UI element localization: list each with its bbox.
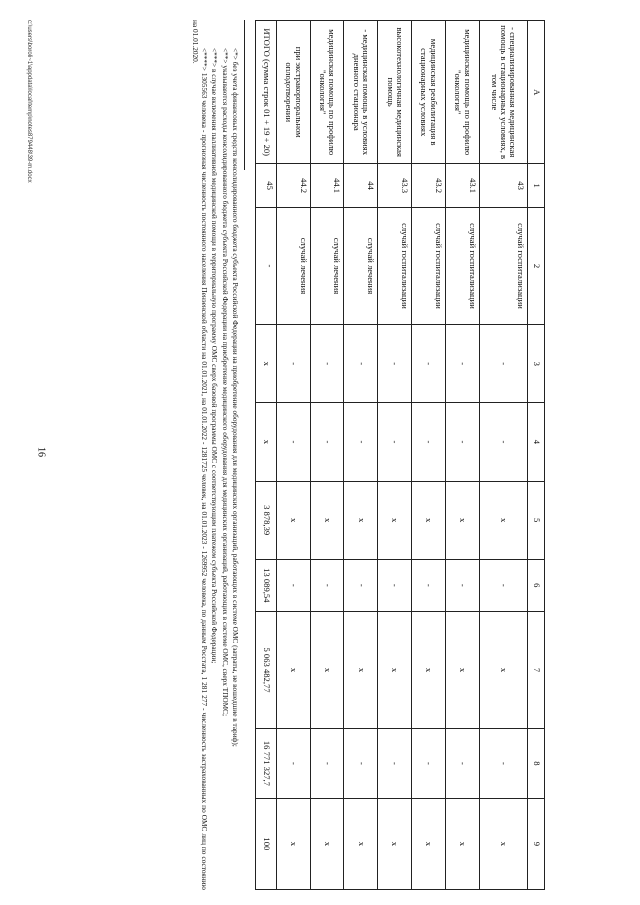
- table-cell: -: [479, 403, 527, 481]
- footnote: <****> 1305563 человека - прогнозная численность постоянного населения Пензенской области на 01.01.2021, на 01.01.2022 - 1281725 человек, на 01.01.2023 - 1269952 человека, по данным Росстата, 1 281 277 - численность застрахованных по ОМС лиц по состоянию на 01.01.2020.: [190, 20, 210, 890]
- table-cell: 5 063 482,77: [256, 611, 277, 728]
- table-cell: 43: [479, 164, 527, 207]
- table-cell: х: [412, 798, 446, 889]
- table-cell: -: [445, 559, 479, 611]
- table-cell: 44.2: [276, 164, 310, 207]
- footnotes: [189, 20, 245, 890]
- table-cell: -: [479, 729, 527, 799]
- row-label-cell: высокотехнологичная медицинская помощь: [378, 21, 412, 164]
- table-cell: 16 771 327,7: [256, 729, 277, 799]
- table-cell: -: [344, 559, 378, 611]
- table-cell: х: [344, 481, 378, 559]
- table-cell: -: [412, 325, 446, 403]
- table-cell: -: [276, 729, 310, 799]
- table-cell: х: [276, 798, 310, 889]
- table-cell: х: [445, 481, 479, 559]
- table-cell: -: [412, 729, 446, 799]
- table-cell: х: [479, 611, 527, 728]
- table-cell: -: [479, 559, 527, 611]
- row-label-cell: - медицинская помощь в условиях дневного стационара: [344, 21, 378, 164]
- table-cell: -: [344, 729, 378, 799]
- header-cell: 1: [528, 164, 545, 207]
- header-cell: 9: [528, 798, 545, 889]
- table-cell: случай госпитализации: [479, 207, 527, 324]
- table-cell: -: [276, 403, 310, 481]
- table-row: [378, 21, 412, 890]
- table-cell: -: [479, 325, 527, 403]
- table-cell: 43.2: [412, 164, 446, 207]
- table-cell: -: [412, 403, 446, 481]
- table-row: [479, 21, 527, 890]
- table-cell: х: [276, 481, 310, 559]
- table-row: [276, 21, 310, 890]
- header-cell: 3: [528, 325, 545, 403]
- row-label-cell: при экстракорпоральном оплодотворении: [276, 21, 310, 164]
- table-cell: -: [310, 559, 344, 611]
- header-cell: А: [528, 21, 545, 164]
- header-cell: 5: [528, 481, 545, 559]
- row-label-cell: медицинская помощь по профилю "онкология": [310, 21, 344, 164]
- row-label-cell: медицинская реабилитация в стационарных условиях: [412, 21, 446, 164]
- table-cell: х: [344, 611, 378, 728]
- table-cell: х: [256, 403, 277, 481]
- table-cell: -: [378, 403, 412, 481]
- table-cell: 45: [256, 164, 277, 207]
- table-cell: -: [445, 403, 479, 481]
- table-cell: -: [445, 729, 479, 799]
- table-cell: -: [276, 559, 310, 611]
- table-cell: х: [479, 798, 527, 889]
- table-cell: случай лечения: [276, 207, 310, 324]
- table-cell: случай госпитализации: [412, 207, 446, 324]
- table-cell: х: [344, 798, 378, 889]
- header-cell: 2: [528, 207, 545, 324]
- table-cell: 3 878,39: [256, 481, 277, 559]
- table-cell: -: [378, 325, 412, 403]
- table-cell: -: [344, 403, 378, 481]
- table-cell: х: [479, 481, 527, 559]
- table-cell: х: [445, 798, 479, 889]
- header-row: [528, 21, 545, 890]
- table-cell: -: [378, 559, 412, 611]
- header-cell: 4: [528, 403, 545, 481]
- table-cell: х: [412, 611, 446, 728]
- header-cell: 6: [528, 559, 545, 611]
- table-cell: х: [445, 611, 479, 728]
- table-cell: -: [310, 403, 344, 481]
- table-cell: -: [276, 325, 310, 403]
- table-cell: х: [310, 798, 344, 889]
- table-row: [445, 21, 479, 890]
- header-cell: 8: [528, 729, 545, 799]
- row-label-cell: ИТОГО (сумма строк 01 + 19 + 20): [256, 21, 277, 164]
- table-cell: -: [378, 729, 412, 799]
- table-cell: 100: [256, 798, 277, 889]
- file-path: c:\users\boroli~1\appdata\local\temp\notes879448\39-m.docx: [26, 20, 32, 183]
- table-cell: случай лечения: [344, 207, 378, 324]
- table-cell: -: [256, 207, 277, 324]
- table-cell: 44: [344, 164, 378, 207]
- table-cell: х: [378, 798, 412, 889]
- table-cell: случай госпитализации: [378, 207, 412, 324]
- table-row: [310, 21, 344, 890]
- page-number: 16: [35, 447, 47, 457]
- table-cell: -: [344, 325, 378, 403]
- footnote: <***> в случае включения паллиативной медицинской помощи в территориальную программу ОМС сверх базовой программы ОМС с соответствующим платежом субъекта Российской Федерации;: [210, 48, 220, 664]
- table-cell: х: [310, 611, 344, 728]
- table-cell: 43.1: [445, 164, 479, 207]
- table-cell: -: [310, 325, 344, 403]
- table-cell: случай лечения: [310, 207, 344, 324]
- table-cell: х: [310, 481, 344, 559]
- table-cell: х: [378, 611, 412, 728]
- footnote: <**> указываются расходы консолидированного бюджета субъекта Российской Федерации на приобретение медицинского оборудования для медицинских организаций, работающих в системе ОМС, сверх ТПОМС;: [220, 48, 230, 717]
- table-cell: х: [256, 325, 277, 403]
- table-cell: х: [412, 481, 446, 559]
- table-cell: 13 089,54: [256, 559, 277, 611]
- footnote: <*> без учета финансовых средств консолидированного бюджета субъекта Российской Федерации на приобретение оборудования для медицинских организаций, работающих в системе ОМС (затраты, не вошедшие в тариф);: [231, 48, 240, 747]
- table-cell: -: [310, 729, 344, 799]
- footnote-divider: [244, 20, 245, 170]
- table-cell: -: [412, 559, 446, 611]
- row-label-cell: - специализированная медицинская помощь в стационарных условиях, в том числе: [479, 21, 527, 164]
- data-table: [255, 20, 545, 890]
- table-cell: -: [445, 325, 479, 403]
- table-cell: х: [378, 481, 412, 559]
- table-row: [256, 21, 277, 890]
- table-row: [344, 21, 378, 890]
- table-cell: случай госпитализации: [445, 207, 479, 324]
- table-cell: х: [276, 611, 310, 728]
- table-cell: 43.3: [378, 164, 412, 207]
- table-cell: 44.1: [310, 164, 344, 207]
- table-row: [412, 21, 446, 890]
- row-label-cell: медицинская помощь по профилю "онкология": [445, 21, 479, 164]
- header-cell: 7: [528, 611, 545, 728]
